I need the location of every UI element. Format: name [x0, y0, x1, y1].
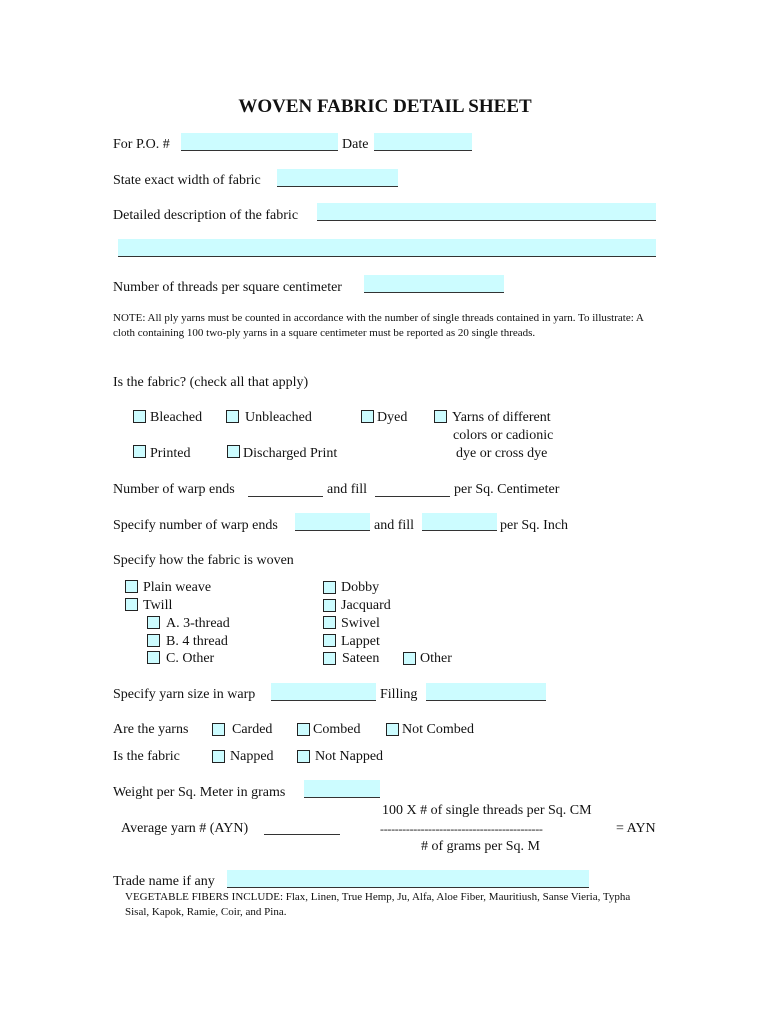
napped-label: Napped: [230, 749, 274, 764]
dyed-label: Dyed: [377, 410, 408, 425]
plain-weave-checkbox[interactable]: [125, 580, 138, 593]
twill-checkbox[interactable]: [125, 598, 138, 611]
jacquard-checkbox[interactable]: [323, 599, 336, 612]
printed-label: Printed: [150, 446, 191, 461]
fill-inch-field[interactable]: [422, 513, 497, 531]
yarn-size-label: Specify yarn size in warp: [113, 687, 256, 702]
yarns-different-checkbox[interactable]: [434, 410, 447, 423]
width-field[interactable]: [277, 169, 398, 187]
ayn-equals: = AYN: [616, 821, 656, 836]
three-thread-checkbox[interactable]: [147, 616, 160, 629]
threads-field[interactable]: [364, 275, 504, 293]
per-inch-label: per Sq. Inch: [500, 518, 569, 533]
plain-weave-label: Plain weave: [143, 580, 212, 595]
four-thread-checkbox[interactable]: [147, 634, 160, 647]
description-label: Detailed description of the fabric: [113, 208, 299, 223]
other-weave-label: Other: [420, 651, 452, 666]
bleached-label: Bleached: [150, 410, 203, 425]
napped-checkbox[interactable]: [212, 750, 225, 763]
discharged-print-label: Discharged Print: [243, 446, 338, 461]
vegetable-fibers-note: VEGETABLE FIBERS INCLUDE: Flax, Linen, True Hemp, Ju, Alfa, Aloe Fiber, Mauritiush, Sanse Vieria, Typha Sisal, Kapok, Ramie, Coir, and Pina.: [125, 891, 631, 918]
lappet-checkbox[interactable]: [323, 634, 336, 647]
fill-cm-field[interactable]: [375, 480, 450, 497]
warp-cm-label: Number of warp ends: [113, 482, 235, 497]
woven-label: Specify how the fabric is woven: [113, 553, 294, 568]
weight-label: Weight per Sq. Meter in grams: [113, 785, 286, 800]
warp-cm-field[interactable]: [248, 480, 323, 497]
po-number-field[interactable]: [181, 133, 338, 151]
dyed-checkbox[interactable]: [361, 410, 374, 423]
bleached-checkbox[interactable]: [133, 410, 146, 423]
other-twill-checkbox[interactable]: [147, 651, 160, 664]
fabric-question: Is the fabric? (check all that apply): [113, 375, 309, 390]
discharged-print-checkbox[interactable]: [227, 445, 240, 458]
page-title: WOVEN FABRIC DETAIL SHEET: [238, 96, 532, 117]
swivel-checkbox[interactable]: [323, 616, 336, 629]
unbleached-checkbox[interactable]: [226, 410, 239, 423]
yarns-different-label-2: colors or cadionic: [453, 428, 554, 443]
per-cm-label: per Sq. Centimeter: [454, 482, 560, 497]
sateen-checkbox[interactable]: [323, 652, 336, 665]
other-twill-label: C. Other: [166, 651, 215, 666]
ayn-label: Average yarn # (AYN): [121, 821, 249, 836]
ply-note: NOTE: All ply yarns must be counted in accordance with the number of single threads contained in yarn. To illustrate: A cloth containing 100 two-ply yarns in a square centimeter must be reported as 20 single threads.: [113, 312, 644, 339]
dobby-label: Dobby: [341, 580, 380, 595]
description-field-2[interactable]: [118, 239, 656, 257]
yarns-different-label: Yarns of different: [452, 410, 551, 425]
fill-cm-label: and fill: [327, 482, 368, 497]
combed-label: Combed: [313, 722, 361, 737]
yarns-row-label: Are the yarns: [113, 722, 189, 737]
four-thread-label: B. 4 thread: [166, 634, 228, 649]
sateen-label: Sateen: [342, 651, 380, 666]
threads-label: Number of threads per square centimeter: [113, 280, 342, 295]
ayn-numerator: 100 X # of single threads per Sq. CM: [382, 803, 592, 818]
trade-name-label: Trade name if any: [113, 874, 215, 889]
printed-checkbox[interactable]: [133, 445, 146, 458]
date-label: Date: [342, 137, 369, 152]
dobby-checkbox[interactable]: [323, 581, 336, 594]
other-weave-checkbox[interactable]: [403, 652, 416, 665]
ayn-denominator: # of grams per Sq. M: [421, 839, 540, 854]
po-label: For P.O. #: [113, 137, 170, 152]
not-napped-checkbox[interactable]: [297, 750, 310, 763]
yarn-size-filling-field[interactable]: [426, 683, 546, 701]
description-field-1[interactable]: [317, 203, 656, 221]
twill-label: Twill: [143, 598, 173, 613]
not-napped-label: Not Napped: [315, 749, 384, 764]
unbleached-label: Unbleached: [245, 410, 312, 425]
fill-inch-label: and fill: [374, 518, 415, 533]
width-label: State exact width of fabric: [113, 173, 261, 188]
swivel-label: Swivel: [341, 616, 380, 631]
three-thread-label: A. 3-thread: [166, 616, 230, 631]
combed-checkbox[interactable]: [297, 723, 310, 736]
not-combed-label: Not Combed: [402, 722, 474, 737]
yarns-different-label-3: dye or cross dye: [456, 446, 548, 461]
weight-field[interactable]: [304, 780, 380, 798]
ayn-field[interactable]: [264, 818, 340, 835]
not-combed-checkbox[interactable]: [386, 723, 399, 736]
carded-label: Carded: [232, 722, 273, 737]
filling-label: Filling: [380, 687, 418, 702]
lappet-label: Lappet: [341, 634, 380, 649]
carded-checkbox[interactable]: [212, 723, 225, 736]
jacquard-label: Jacquard: [341, 598, 391, 613]
ayn-fraction-line: --------------------------------------------: [380, 822, 543, 836]
trade-name-field[interactable]: [227, 870, 589, 888]
fabric-row-label: Is the fabric: [113, 749, 180, 764]
yarn-size-warp-field[interactable]: [271, 683, 376, 701]
date-field[interactable]: [374, 133, 472, 151]
warp-inch-field[interactable]: [295, 513, 370, 531]
warp-inch-label: Specify number of warp ends: [113, 518, 278, 533]
